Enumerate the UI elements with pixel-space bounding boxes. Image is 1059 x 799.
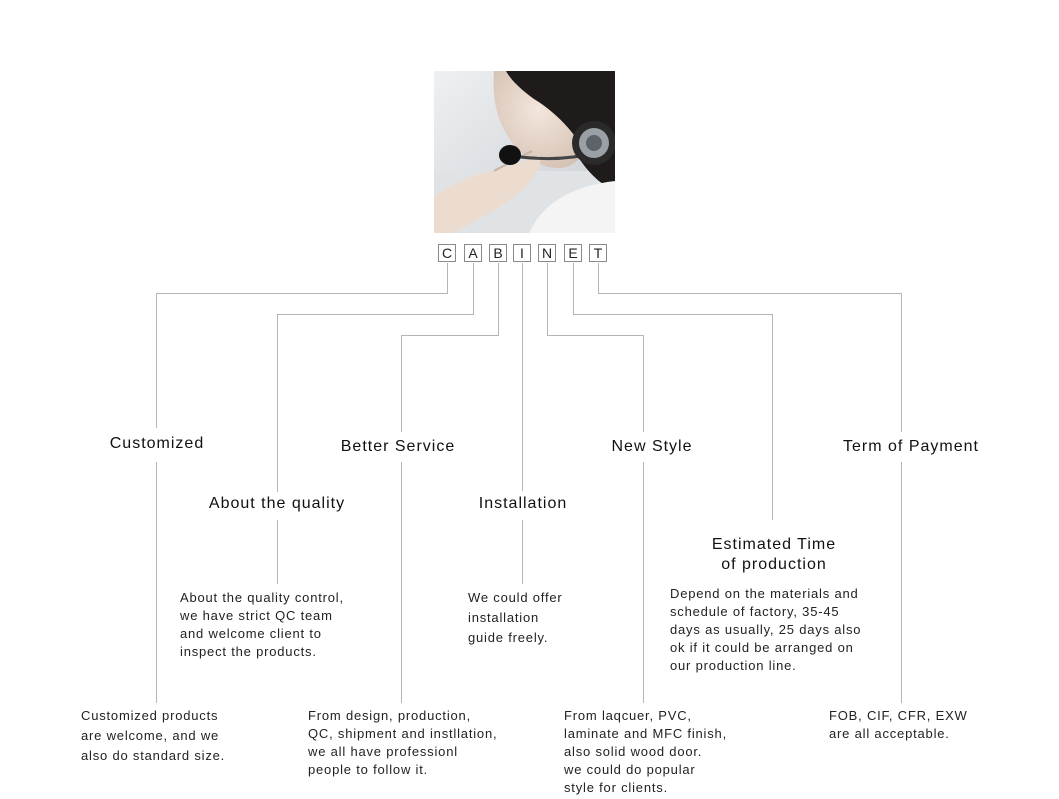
letter-box-b: B: [489, 244, 507, 262]
heading-better-service: Better Service: [340, 438, 456, 455]
connector-n: [548, 263, 644, 432]
connector-e: [574, 263, 773, 520]
text-term-of-payment: FOB, CIF, CFR, EXW are all acceptable.: [829, 708, 968, 741]
heading-new-style: New Style: [611, 438, 693, 455]
heading-term-of-payment: Term of Payment: [843, 438, 979, 455]
letter-box-c: C: [438, 244, 456, 262]
text-estimated-time: Depend on the materials and schedule of factory, 35-45 days as usually, 25 days also ok if it could be arranged on our production line.: [670, 586, 862, 673]
connector-c: [157, 263, 448, 428]
text-customized: Customized products are welcome, and we also do standard size.: [81, 708, 226, 763]
heading-customized: Customized: [109, 435, 205, 452]
letter-box-t: T: [589, 244, 607, 262]
heading-about-quality: About the quality: [208, 495, 346, 512]
headset-agent-image: [434, 71, 615, 233]
heading-installation: Installation: [478, 495, 568, 512]
connector-a: [278, 263, 474, 492]
customer-service-photo: [434, 71, 615, 233]
letter-box-i: I: [513, 244, 531, 262]
text-better-service: From design, production, QC, shipment and instllation, we all have professionl people to follow it.: [308, 708, 498, 777]
letter-box-e: E: [564, 244, 582, 262]
text-about-quality: About the quality control, we have strict QC team and welcome client to inspect the products.: [180, 590, 344, 659]
text-new-style: From laqcuer, PVC, laminate and MFC finish, also solid wood door. we could do popular style for clients.: [564, 708, 727, 795]
text-installation: We could offer installation guide freely.: [468, 590, 563, 645]
letter-box-n: N: [538, 244, 556, 262]
heading-estimated-time: Estimated Time of production: [711, 536, 837, 573]
letter-box-a: A: [464, 244, 482, 262]
connector-b: [402, 263, 499, 432]
